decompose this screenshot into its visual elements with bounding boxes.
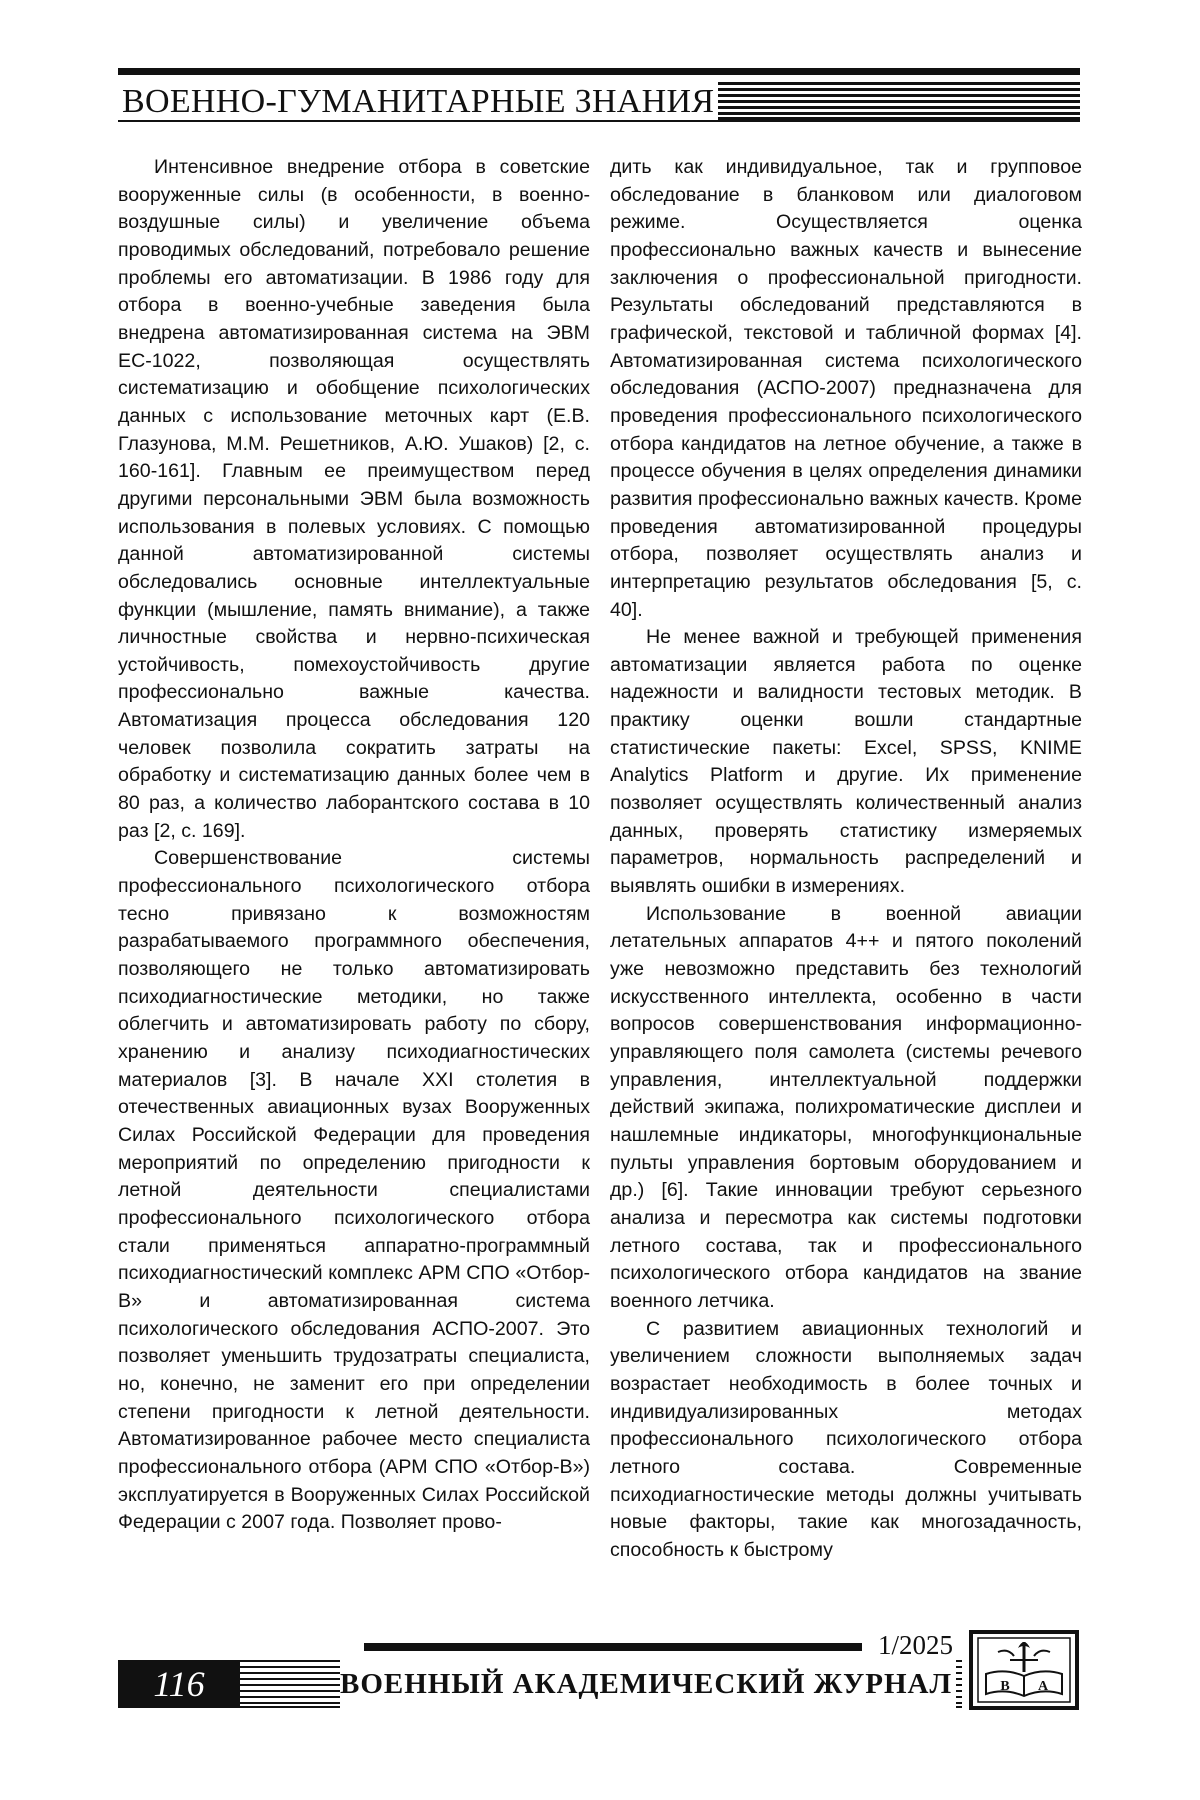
text-column-left — [118, 154, 590, 1537]
paragraph: Не менее важной и требующей применения автоматизации является работа по оценке надежности и валидности тестовых методик. В практику оценки вошли стандартные статистические пакеты: Excel, SPSS, KNIME Analytics Platform и другие. Их применение позволяет осуществлять количественный анализ данных, проверять статистику измеряемых параметров, нормальность распределений и выявлять ошибки в измерениях. — [610, 626, 1082, 898]
text-column-right — [610, 154, 1082, 1564]
paragraph: С развитием авиационных технологий и увеличением сложности выполняемых задач возрастает необходимость в более точных и индивидуализированных методах профессионального психологического отбора летного состава. Современные психодиагностические методы должны учитывать новые факторы, такие как многозадачность, способность к быстрому — [610, 1317, 1082, 1561]
journal-title: ВОЕННЫЙ АКАДЕМИЧЕСКИЙ ЖУРНАЛ — [340, 1660, 956, 1708]
page-header — [118, 68, 1080, 124]
open-book-with-torch-icon — [968, 1630, 1080, 1710]
paragraph-continuation: дить как индивидуальное, так и групповое обследование в бланковом или диалоговом режиме. Осуществляется оценка профессионально важных качеств и вынесение заключения о профессиональной пригодности. Результаты обследований представляются в графической, текстовой и табличной формах [4]. Автоматизированная система психологического обследования (АСПО-2007) предназначена для проведения профессионального психологического отбора кандидатов на летное обучение, а также в процессе обучения в целях определения динамики развития профессионально важных качеств. Кроме проведения автоматизированной процедуры отбора, позволяет осуществлять анализ и интерпретацию результатов обследования [5, с. 40]. — [610, 156, 1082, 621]
section-title: ВОЕННО-ГУМАНИТАРНЫЕ ЗНАНИЯ — [122, 83, 715, 120]
issue-number: 1/2025 — [878, 1630, 954, 1660]
header-stripes — [718, 82, 1080, 120]
header-rule-top — [118, 68, 1080, 75]
footer-band — [118, 1660, 962, 1708]
logo-letter-left: В — [1000, 1679, 1010, 1694]
page-footer — [118, 1630, 1080, 1710]
header-rule-bottom — [118, 120, 1080, 122]
paragraph: Интенсивное внедрение отбора в советские вооруженные силы (в особенности, в военно-воздушные силы) и увеличение объема проводимых обследований, потребовало решение проблемы его автоматизации. В 1986 году для отбора в военно-учебные заведения была внедрена автоматизированная система на ЭВМ ЕС-1022, позволяющая осуществлять систематизацию и обобщение психологических данных с использование меточных карт (Е.В. Глазунова, М.М. Решетников, А.Ю. Ушаков) [2, с. 160-161]. Главным ее преимуществом перед другими персональными ЭВМ была возможность использования в полевых условиях. С помощью данной автоматизированной системы обследовались основные интеллектуальные функции (мышление, память внимание), а также личностные свойства и нервно-психическая устойчивость, помехоустойчивость другие профессионально важные качества. Автоматизация процесса обследования 120 человек позволила сократить затраты на обработку и систематизацию данных более чем в 80 раз, а количество лаборантского состава в 10 раз [2, с. 169]. — [118, 156, 590, 842]
logo-letter-right: А — [1037, 1679, 1049, 1694]
page-number: 116 — [118, 1660, 240, 1708]
paragraph: Совершенствование системы профессионального психологического отбора тесно привязано к возможностям разрабатываемого программного обеспечения, позволяющего не только автоматизировать психодиагностические методики, но также облегчить и автоматизировать работу по сбору, хранению и анализу психодиагностических материалов [3]. В начале XXI столетия в отечественных авиационных вузах Вооруженных Силах Российской Федерации для проведения мероприятий по определению пригодности к летной деятельности специалистами профессионального психологического отбора стали применяться аппаратно-программный психодиагностический комплекс АРМ СПО «Отбор-В» и автоматизированная система психологического обследования АСПО-2007. Это позволяет уменьшить трудозатраты специалиста, но, конечно, не заменит его при определении степени пригодности к летной деятельности. Автоматизированное рабочее место специалиста профессионального отбора (АРМ СПО «Отбор-В») эксплуатируется в Вооруженных Силах Российской Федерации с 2007 года. Позволяет прово- — [118, 847, 590, 1534]
issue-rule — [364, 1643, 862, 1651]
paragraph: Использование в военной авиации летательных аппаратов 4++ и пятого поколений уже невозможно представить без технологий искусственного интеллекта, особенно в части вопросов совершенствования информационно-управляющего поля самолета (системы речевого управления, интеллектуальной поддержки действий экипажа, полихроматические дисплеи и нашлемные индикаторы, многофункциональные пульты управления бортовым оборудованием и др.) [6]. Такие инновации требуют серьезного анализа и пересмотра как системы подготовки летного состава, так и профессионального психологического отбора кандидатов на звание военного летчика. — [610, 902, 1082, 1312]
